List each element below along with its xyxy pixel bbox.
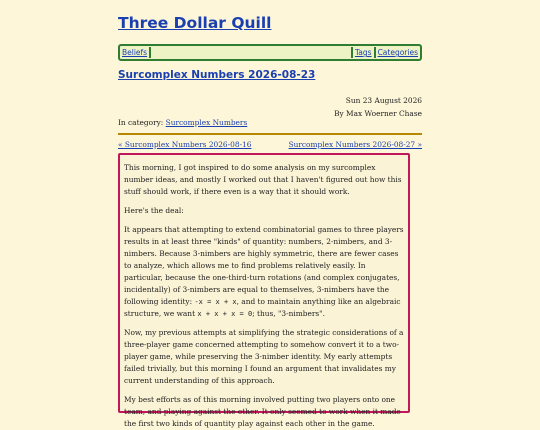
- section-divider: [118, 133, 422, 135]
- nav-tags-link[interactable]: Tags: [354, 48, 372, 57]
- category-link[interactable]: Surcomplex Numbers: [165, 118, 248, 127]
- next-post-link[interactable]: Surcomplex Numbers 2026-08-27 »: [288, 140, 422, 149]
- nav-search-field[interactable]: [151, 47, 351, 58]
- site-title-link[interactable]: Three Dollar Quill: [118, 14, 272, 32]
- nav-bar: [118, 44, 422, 61]
- paragraph-2: Here's the deal:: [124, 206, 184, 215]
- post-title-link[interactable]: Surcomplex Numbers 2026-08-23: [118, 69, 316, 81]
- nav-beliefs-link[interactable]: Beliefs: [122, 48, 148, 57]
- math-expression: -x = x + x: [194, 298, 237, 306]
- paragraph-3-text-a: It appears that attempting to extend combinatorial games to three players results in at least three "kinds" of quantity: numbers, 2-nimbers, and 3-nimbers. Because 3-nimbers are highly symmetric, there are fewer cases to analyze, which allows me to find problems relatively easily. In particular, because the one-third-turn rotations (and complex conjugates, incidentally) of 3-nimbers are equal to themselves, 3-nimbers have the following identity:: [124, 225, 404, 306]
- post-content: [118, 153, 410, 428]
- paragraph-5: My best efforts as of this morning involved putting two players onto one team, and playing against the other. It only seemed to work when it made the first two kinds of quantity play against each other in the game.: [124, 395, 401, 428]
- math-expression: x + x + x = 0: [197, 310, 253, 318]
- category-prefix: In category:: [118, 118, 164, 127]
- post-category-line: [118, 118, 247, 127]
- prev-post-link[interactable]: « Surcomplex Numbers 2026-08-16: [118, 140, 252, 149]
- nav-categories-link[interactable]: Categories: [377, 48, 418, 57]
- paragraph-1: This morning, I got inspired to do some analysis on my surcomplex number ideas, and mostly I worked out that I haven't figured out how this stuff should work, if there even is a way that it should work.: [124, 163, 402, 196]
- paragraph-3-text-b: , and to maintain anything like an algebraic structure, we want: [124, 297, 401, 318]
- post-meta: [334, 94, 422, 120]
- post-date: Sun 23 August 2026: [345, 96, 422, 105]
- paragraph-3: [124, 224, 404, 320]
- paragraph-3-text-c: ; thus, "3-nimbers".: [252, 309, 325, 318]
- post-author: By Max Woerner Chase: [334, 109, 422, 118]
- paragraph-4: Now, my previous attempts at simplifying the strategic considerations of a three-player game concerned attempting to somehow convert it to a two-player game, while preserving the 3-nimber identity. My early attempts failed trivially, but this morning I found an argument that invalidates my current understanding of this approach.: [124, 328, 404, 385]
